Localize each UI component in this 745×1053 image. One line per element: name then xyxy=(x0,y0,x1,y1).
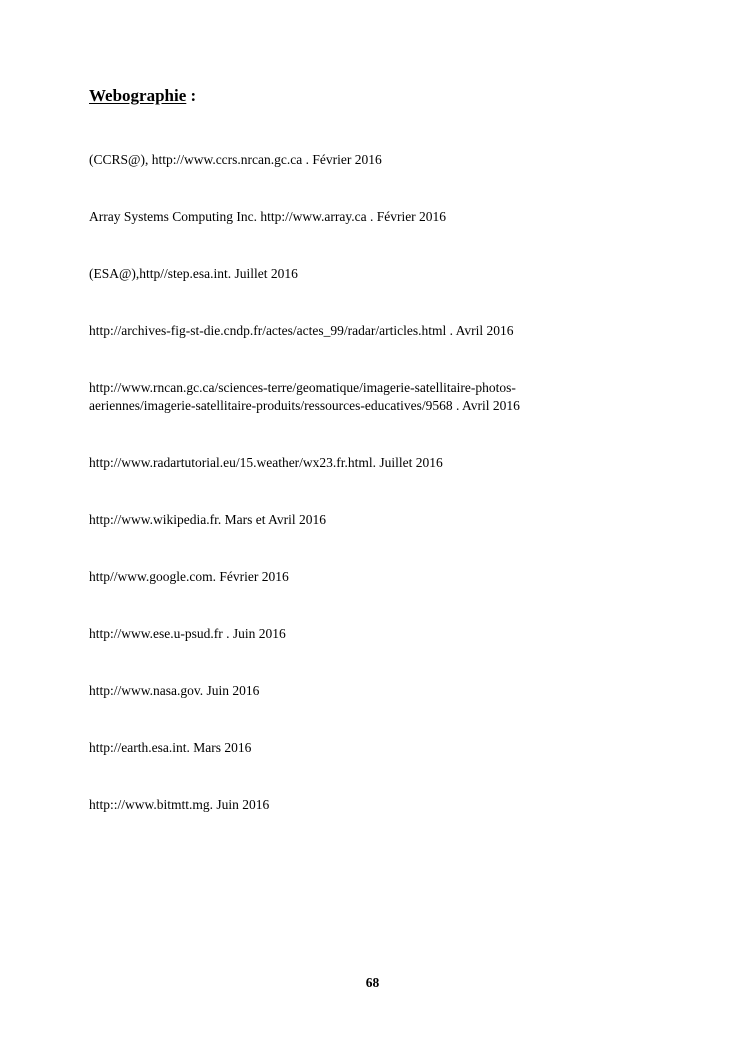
webography-entry xyxy=(89,454,689,472)
webography-entry-line: http://www.rncan.gc.ca/sciences-terre/geomatique/imagerie-satellitaire-photos- xyxy=(89,380,516,395)
webography-entry xyxy=(89,151,689,169)
webography-entry-line: (CCRS@), http://www.ccrs.nrcan.gc.ca . Février 2016 xyxy=(89,152,382,167)
webography-list xyxy=(89,151,689,853)
webography-entry xyxy=(89,682,689,700)
webography-entry xyxy=(89,511,689,529)
section-heading-title: Webographie xyxy=(89,86,187,105)
webography-entry-line: Array Systems Computing Inc. http://www.array.ca . Février 2016 xyxy=(89,209,447,224)
webography-entry-line: http://www.radartutorial.eu/15.weather/wx23.fr.html. Juillet 2016 xyxy=(89,455,443,470)
webography-entry xyxy=(89,739,689,757)
webography-entry-line: http://www.nasa.gov. Juin 2016 xyxy=(89,683,260,698)
webography-entry xyxy=(89,208,689,226)
section-heading-colon: : xyxy=(186,86,197,105)
webography-entry xyxy=(89,625,689,643)
webography-entry-line: http:://www.bitmtt.mg. Juin 2016 xyxy=(89,797,270,812)
webography-entry-line: http://archives-fig-st-die.cndp.fr/actes/actes_99/radar/articles.html . Avril 2016 xyxy=(89,323,514,338)
webography-entry-line: http://earth.esa.int. Mars 2016 xyxy=(89,740,252,755)
page-number: 68 xyxy=(365,975,380,990)
webography-entry xyxy=(89,568,689,586)
webography-entry-line: http//www.google.com. Février 2016 xyxy=(89,569,289,584)
webography-entry xyxy=(89,265,689,283)
webography-entry-line: http://www.ese.u-psud.fr . Juin 2016 xyxy=(89,626,286,641)
webography-entry-line: http://www.wikipedia.fr. Mars et Avril 2016 xyxy=(89,512,326,527)
webography-entry xyxy=(89,796,689,814)
webography-entry xyxy=(89,379,689,415)
webography-entry-line: aeriennes/imagerie-satellitaire-produits/ressources-educatives/9568 . Avril 2016 xyxy=(89,398,520,413)
webography-entry-line: (ESA@),http//step.esa.int. Juillet 2016 xyxy=(89,266,298,281)
section-heading xyxy=(89,86,196,106)
webography-entry xyxy=(89,322,689,340)
